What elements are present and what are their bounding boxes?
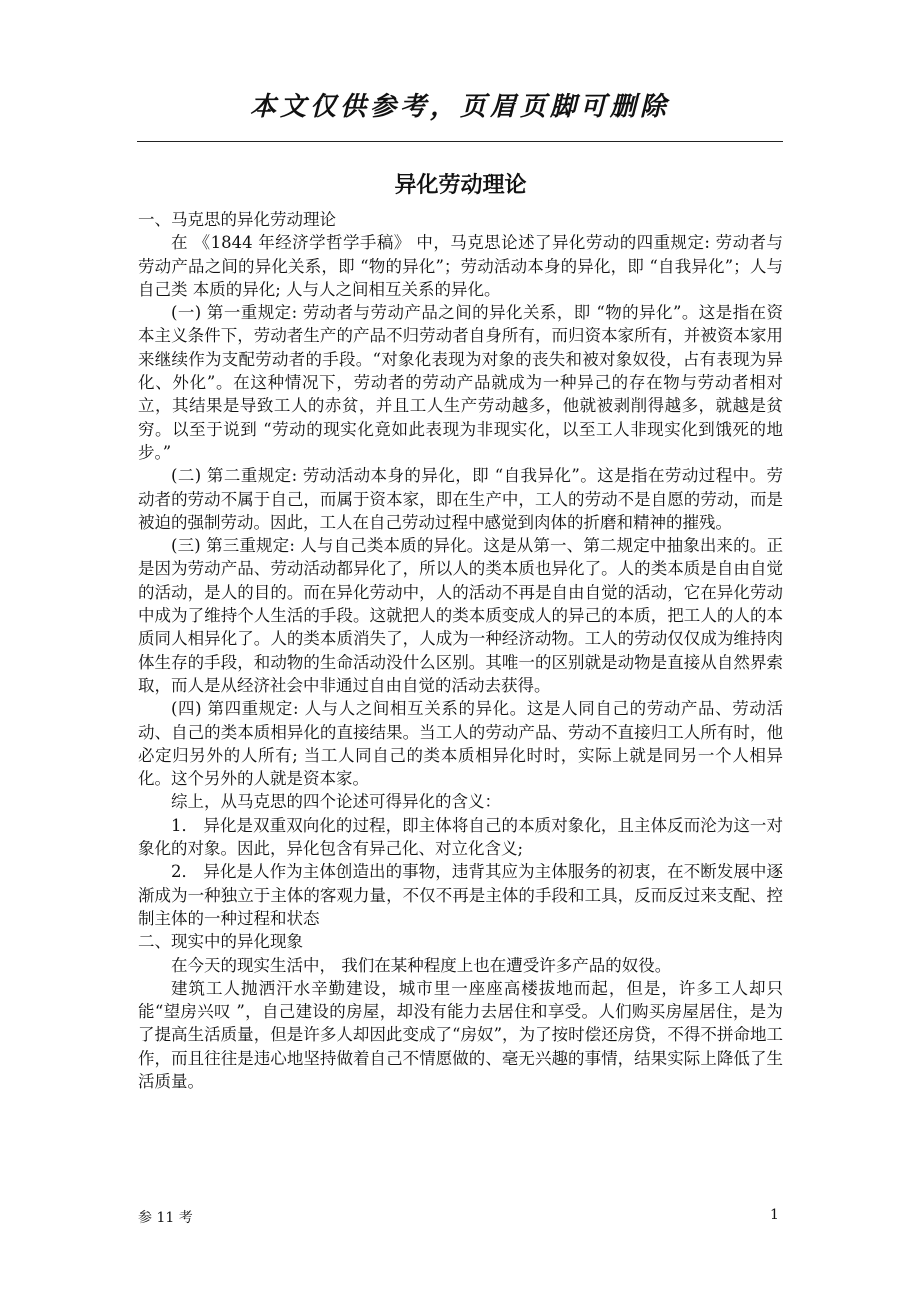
footer-text: 参 11 考 xyxy=(138,1210,193,1226)
document-title: 异化劳动理论 xyxy=(394,173,527,198)
paragraph-point-2: 2． 异化是人作为主体创造出的事物，违背其应为主体服务的初衷，在不断发展中逐渐成为一种独立于主体的客观力量，不仅不再是主体的手段和工具，反而反过来支配、控制主体的一种过程和状态 xyxy=(138,862,783,928)
document-body xyxy=(138,168,783,1093)
page-number: 1 xyxy=(770,1207,779,1223)
paragraph-rule-1: (一) 第一重规定: 劳动者与劳动产品之间的异化关系，即 “物的异化”。这是指在资本主义条件下，劳动者生产的产品不归劳动者自身所有，而归资本家所有，并被资本家用来继续作为支配劳动者的手段。“对象化表现为对象的丧失和被对象奴役，占有表现为异化、外化”。在这种情况下，劳动者的劳动产品就成为一种异己的存在物与劳动者相对立，其结果是导致工人的赤贫，并且工人生产劳动越多，他就被剥削得越多，就越是贫穷。以至于说到 “劳动的现实化竟如此表现为非现实化，以至工人非现实化到饿死的地步。” xyxy=(138,303,783,462)
paragraph-rule-3: (三) 第三重规定: 人与自己类本质的异化。这是从第一、第二规定中抽象出来的。正是因为劳动产品、劳动活动都异化了，所以人的类本质也异化了。人的类本质是自由自觉的活动，是人的目的。而在异化劳动中，人的活动不再是自由自觉的活动，它在异化劳动中成为了维持个人生活的手段。这就把人的类本质变成人的异己的本质，把工人的人的本质同人相异化了。人的类本质消失了，人成为一种经济动物。工人的劳动仅仅成为维持肉体生存的手段，和动物的生命活动没什么区别。其唯一的区别就是动物是直接从自然界索取，而人是从经济社会中非通过自由自觉的活动去获得。 xyxy=(138,536,783,695)
paragraph-reality-example: 建筑工人抛洒汗水辛勤建设，城市里一座座高楼拔地而起，但是，许多工人却只能“望房兴叹 ”，自己建设的房屋，却没有能力去居住和享受。人们购买房屋居住，是为了提高生活质量，但是许多人却因此变成了“房奴”，为了按时偿还房贷，不得不拼命地工作，而且往往是违心地坚持做着自己不情愿做的、毫无兴趣的事情，结果实际上降低了生活质量。 xyxy=(138,978,783,1091)
section-heading-1: 一、马克思的异化劳动理论 xyxy=(138,210,336,229)
header-divider xyxy=(137,141,783,142)
paragraph-rule-4: (四) 第四重规定: 人与人之间相互关系的异化。这是人同自己的劳动产品、劳动活动、自己的类本质相异化的直接结果。当工人的劳动产品、劳动不直接归工人所有时，他必定归另外的人所有; 当工人同自己的类本质相异化时时，实际上就是同另一个人相异化。这个另外的人就是资本家。 xyxy=(138,699,783,789)
paragraph-summary: 综上，从马克思的四个论述可得异化的含义： xyxy=(171,792,501,812)
section-heading-2: 二、现实中的异化现象 xyxy=(138,932,303,952)
paragraph-point-1: 1． 异化是双重双向化的过程，即主体将自己的本质对象化，且主体反而沦为这一对象化的对象。因此，异化包含有异己化、对立化含义; xyxy=(138,815,783,859)
header-note: 本文仅供参考，页眉页脚可删除 xyxy=(249,92,670,122)
paragraph-reality-intro: 在今天的现实生活中， 我们在某种程度上也在遭受许多产品的奴役。 xyxy=(171,955,672,975)
paragraph-rule-2: (二) 第二重规定: 劳动活动本身的异化，即 “自我异化”。这是指在劳动过程中。劳动者的劳动不属于自己，而属于资本家，即在生产中，工人的劳动不是自愿的劳动，而是被迫的强制劳动。因此，工人在自己劳动过程中感觉到肉体的折磨和精神的摧残。 xyxy=(138,466,783,532)
paragraph-intro: 在 《1844 年经济学哲学手稿》 中，马克思论述了异化劳动的四重规定: 劳动者与劳动产品之间的异化关系，即 “物的异化”；劳动活动本身的异化，即 “自我异化”；人与自己类 本质的异化; 人与人之间相互关系的异化。 xyxy=(138,233,783,299)
